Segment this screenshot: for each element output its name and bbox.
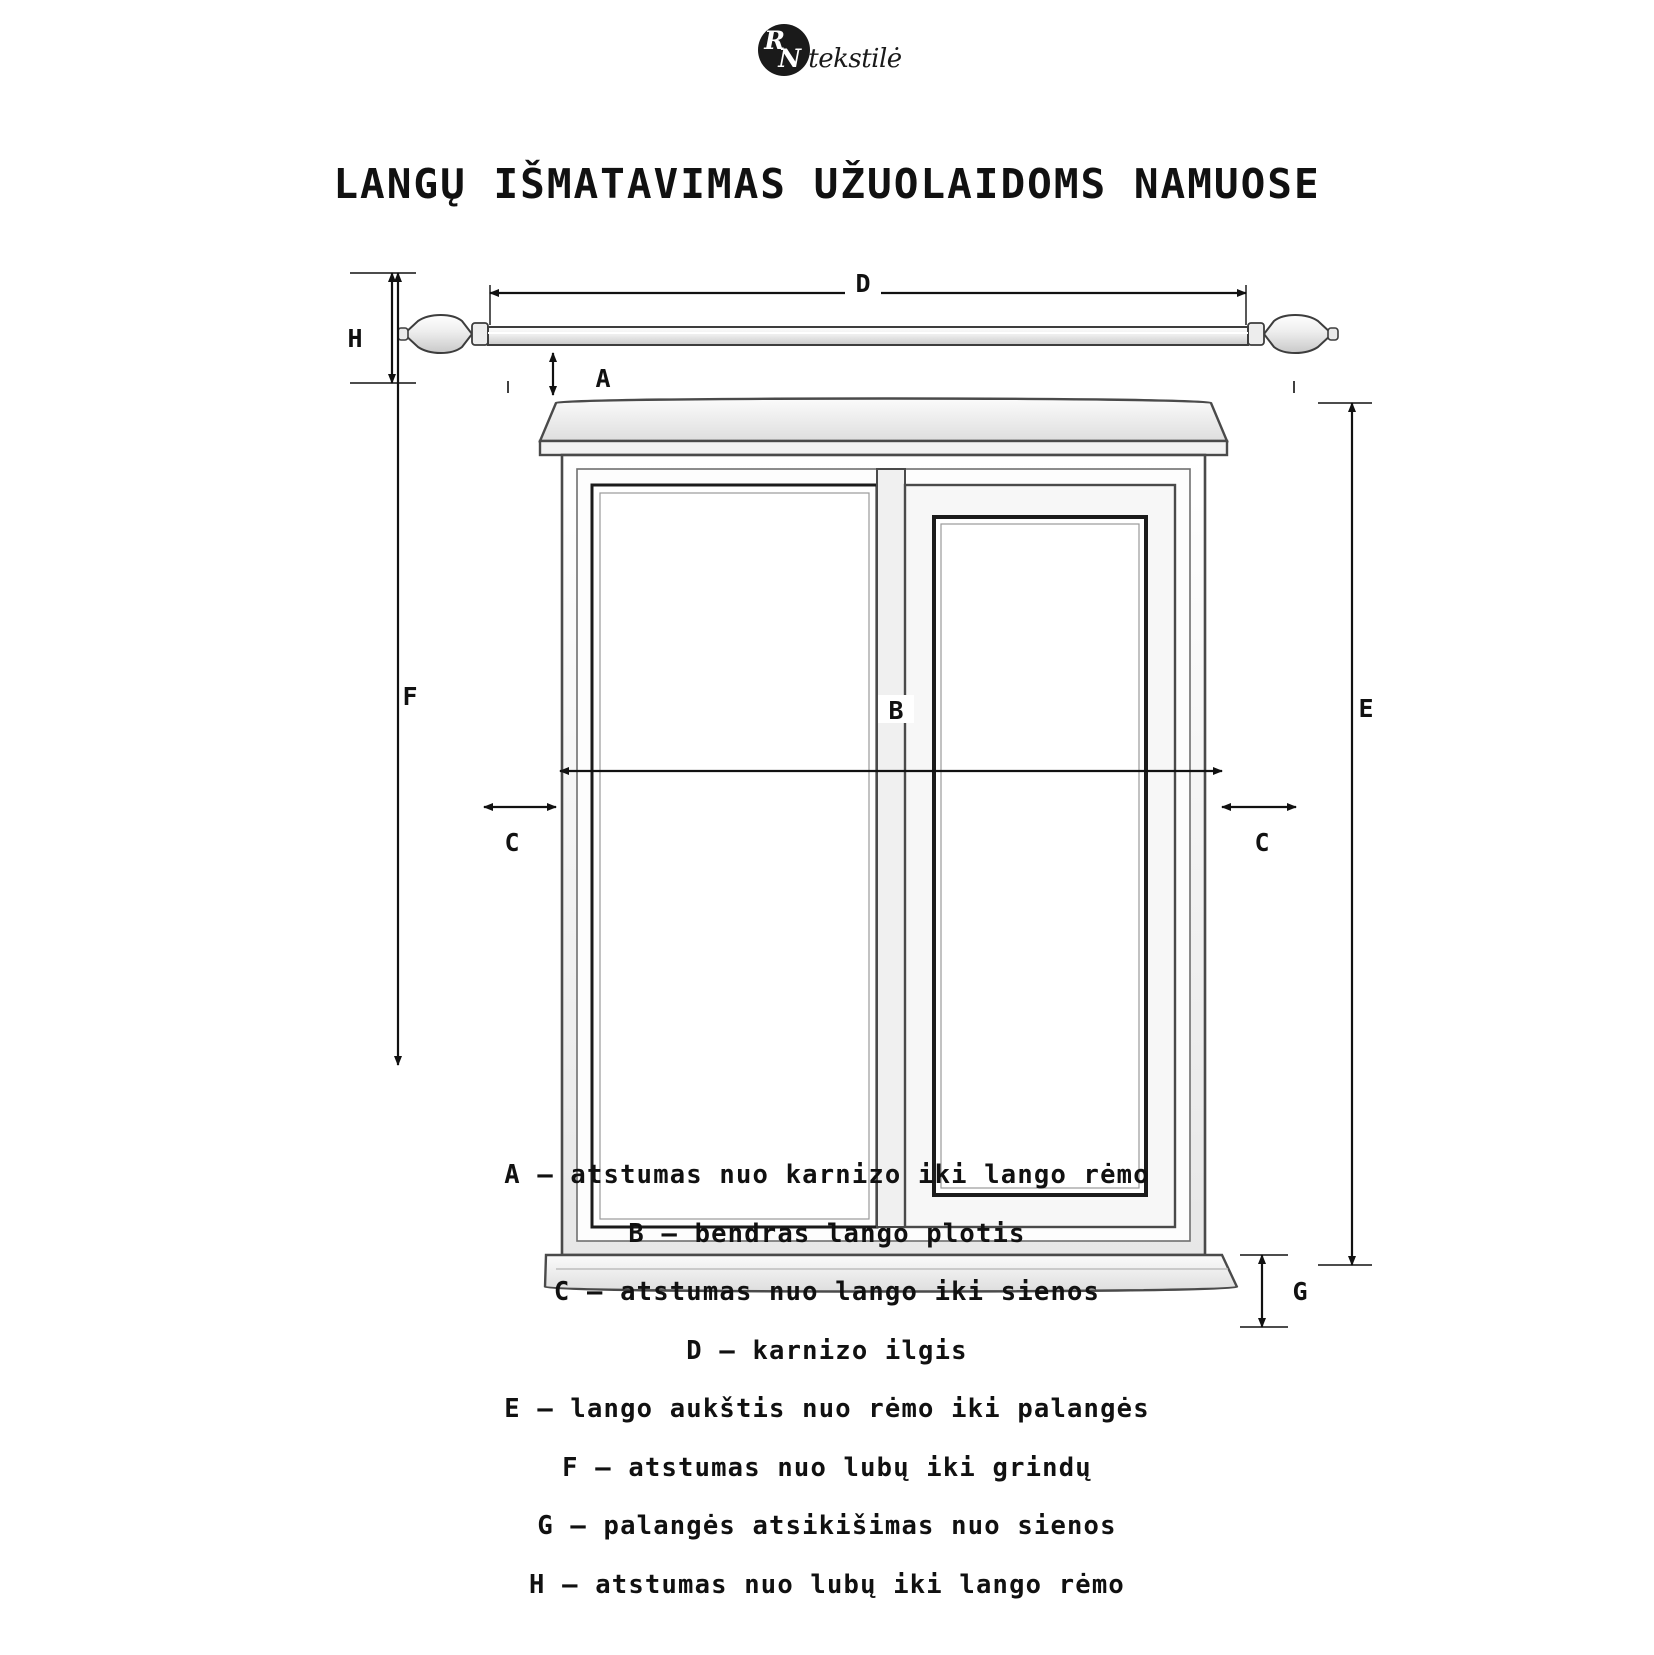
window-right-sash <box>905 485 1175 1227</box>
dimension-c-left <box>484 807 556 857</box>
window-mullion <box>877 469 905 1227</box>
dimension-e <box>1318 403 1374 1265</box>
curtain-rod <box>398 315 1338 353</box>
logo-letter-n: N <box>778 44 802 73</box>
page-title: LANGŲ IŠMATAVIMAS UŽUOLAIDOMS NAMUOSE <box>333 160 1321 208</box>
label-c-right: C <box>1254 828 1270 857</box>
dimension-a <box>508 353 1294 395</box>
brand-logo <box>0 18 1654 88</box>
legend-item-f: F – atstumas nuo lubų iki grindų <box>562 1452 1092 1483</box>
logo-wordmark: tekstilė <box>808 44 902 74</box>
label-f: F <box>402 682 418 711</box>
legend-item-c: C – atstumas nuo lango iki sienos <box>553 1277 1101 1307</box>
logo-letters <box>752 22 814 84</box>
legend <box>0 1160 1654 1628</box>
legend-item-a: A – atstumas nuo karnizo iki lango rėmo <box>504 1160 1150 1190</box>
label-e: E <box>1358 694 1374 723</box>
legend-item-h: H – atstumas nuo lubų iki lango rėmo <box>529 1569 1125 1600</box>
label-a: A <box>595 364 611 393</box>
window-cornice <box>540 399 1540 456</box>
logo-letter-r: R <box>764 26 786 55</box>
dimension-d <box>490 269 1246 325</box>
window-left-sash <box>592 485 877 1227</box>
label-b: B <box>888 696 904 725</box>
logo-mark-icon <box>752 22 814 84</box>
dimension-f <box>398 273 418 1065</box>
legend-item-g: G – palangės atsikišimas nuo sienos <box>537 1511 1117 1541</box>
legend-item-e: E – lango aukštis nuo rėmo iki palangės <box>504 1394 1150 1424</box>
label-c-left: C <box>504 828 520 857</box>
legend-item-b: B – bendras lango plotis <box>628 1218 1026 1249</box>
label-g: G <box>1292 1277 1308 1306</box>
label-d: D <box>855 269 871 298</box>
legend-item-d: D – karnizo ilgis <box>686 1335 968 1366</box>
dimension-c-right <box>1222 807 1296 857</box>
label-h: H <box>347 324 363 353</box>
